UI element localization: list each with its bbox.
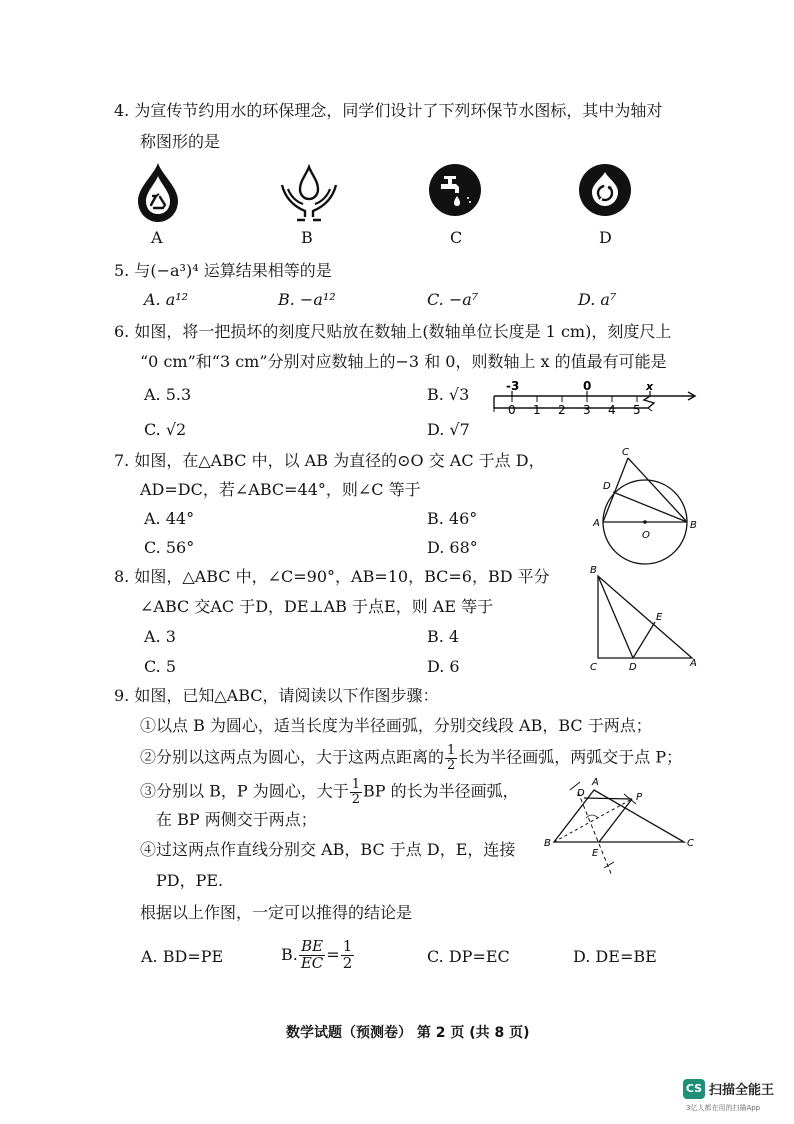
q7-option-b: B. 46°: [427, 509, 478, 528]
axis-label-zero: 0: [583, 379, 592, 393]
q4-stem-line2: 称图形的是: [140, 132, 221, 151]
q5-option-c: C. −a⁷: [427, 290, 479, 309]
q8-option-c: C. 5: [144, 657, 177, 676]
q5-option-d: D. a⁷: [578, 290, 617, 309]
hands-water-drop-icon: [279, 161, 339, 225]
q8-option-a: A. 3: [144, 627, 176, 646]
q6-option-b: B. √3: [427, 385, 470, 404]
ruler-tick-2: 2: [558, 403, 566, 417]
q7-point-c: C: [622, 447, 629, 458]
q9-step2: ②分别以这两点为圆心，大于这两点距离的 $\frac{1}{2}$ 长为半径画弧，两弧交于点 P；: [140, 743, 683, 773]
q8-triangle-figure: [586, 562, 702, 676]
q4-label-c: C: [450, 228, 463, 247]
q5-option-a: A. a¹²: [144, 290, 189, 309]
q9-step4: ④过这两点作直线分别交 AB，BC 于点 D，E，连接: [140, 840, 516, 859]
ruler-tick-0: 0: [508, 403, 516, 417]
q7-stem-line1: 7. 如图，在△ABC 中，以 AB 为直径的⊙O 交 AC 于点 D，: [114, 451, 545, 470]
q8-option-b: B. 4: [427, 627, 460, 646]
water-drop-recycle-icon: [132, 161, 184, 225]
q4-stem-line1: 4. 为宣传节约用水的环保理念，同学们设计了下列环保节水图标，其中为轴对: [114, 101, 663, 120]
q9-step3: ③分别以 B，P 为圆心，大于 $\frac{1}{2}$ BP 的长为半径画弧，: [140, 777, 519, 807]
axis-label-x: x: [646, 380, 654, 393]
q8-option-d: D. 6: [427, 657, 460, 676]
q9-step3-half-fraction: $\frac{1}{2}$: [351, 777, 360, 807]
q9-point-c: C: [687, 838, 694, 849]
camscanner-tagline: 3亿人都在用的扫描App: [686, 1104, 761, 1112]
q9-step4-cont: PD，PE.: [156, 871, 224, 890]
q5-stem: 5. 与(−a³)⁴ 运算结果相等的是: [114, 261, 332, 280]
q9-point-b: B: [544, 838, 551, 849]
q9-stem: 9. 如图，已知△ABC，请阅读以下作图步骤：: [114, 686, 439, 705]
q4-label-d: D: [599, 228, 612, 247]
axis-label-minus3: -3: [506, 379, 520, 393]
q4-label-b: B: [301, 228, 313, 247]
q6-option-c: C. √2: [144, 420, 187, 439]
q9-option-b: B. $\frac{BE}{EC}$ = $\frac{1}{2}$: [281, 937, 353, 972]
faucet-circle-icon: [428, 163, 482, 217]
q9-step3-cont: 在 BP 两侧交于两点；: [156, 810, 317, 829]
q7-option-d: D. 68°: [427, 538, 478, 557]
q8-point-a: A: [690, 658, 697, 669]
q7-stem-line2: AD=DC，若∠ABC=44°，则∠C 等于: [140, 480, 421, 499]
q6-option-d: D. √7: [427, 420, 470, 439]
q9-option-a: A. BD=PE: [141, 947, 224, 966]
q5-option-b: B. −a¹²: [278, 290, 336, 309]
q7-circle-figure: [590, 442, 704, 572]
ruler-tick-3: 3: [583, 403, 591, 417]
ruler-tick-5: 5: [633, 403, 641, 417]
q9-step2-half-fraction: $\frac{1}{2}$: [447, 743, 456, 773]
q9-point-d: D: [577, 788, 585, 799]
page-footer: 数学试题（预测卷） 第 2 页 (共 8 页): [286, 1025, 530, 1041]
q9-point-a: A: [592, 777, 599, 788]
camscanner-logo: CS: [683, 1079, 705, 1099]
q6-stem-line1: 6. 如图，将一把损坏的刻度尺贴放在数轴上(数轴单位长度是 1 cm)，刻度尺上: [114, 322, 672, 341]
q9-point-e: E: [592, 848, 599, 859]
q6-stem-line2: “0 cm”和“3 cm”分别对应数轴上的−3 和 0，则数轴上 x 的值最有可能是: [140, 352, 667, 371]
q8-point-d: D: [629, 662, 637, 673]
q4-label-a: A: [151, 228, 163, 247]
q8-point-c: C: [590, 662, 597, 673]
q8-point-e: E: [656, 612, 663, 623]
q6-ruler-figure: [488, 378, 700, 426]
q7-point-b: B: [690, 520, 697, 531]
q7-point-o: O: [642, 530, 650, 541]
q7-point-a: A: [593, 518, 600, 529]
q8-stem-line2: ∠ABC 交AC 于D，DE⊥AB 于点E，则 AE 等于: [140, 597, 494, 616]
drop-recycle-circle-icon: [578, 163, 632, 217]
q9-conclusion: 根据以上作图，一定可以推得的结论是: [140, 903, 413, 922]
q7-point-d: D: [603, 481, 611, 492]
q7-option-a: A. 44°: [144, 509, 195, 528]
ruler-tick-4: 4: [608, 403, 616, 417]
ruler-tick-1: 1: [533, 403, 541, 417]
q8-point-b: B: [590, 565, 597, 576]
q8-stem-line1: 8. 如图，△ABC 中，∠C=90°，AB=10，BC=6，BD 平分: [114, 567, 550, 586]
q9-step1: ①以点 B 为圆心，适当长度为半径画弧，分别交线段 AB，BC 于两点；: [140, 716, 652, 735]
q7-option-c: C. 56°: [144, 538, 195, 557]
q6-option-a: A. 5.3: [144, 385, 192, 404]
q9-option-d: D. DE=BE: [573, 947, 657, 966]
q9-construction-figure: [540, 772, 704, 880]
q9-point-p: P: [636, 792, 643, 803]
camscanner-name: 扫描全能王: [709, 1083, 775, 1098]
q9-option-c: C. DP=EC: [427, 947, 510, 966]
